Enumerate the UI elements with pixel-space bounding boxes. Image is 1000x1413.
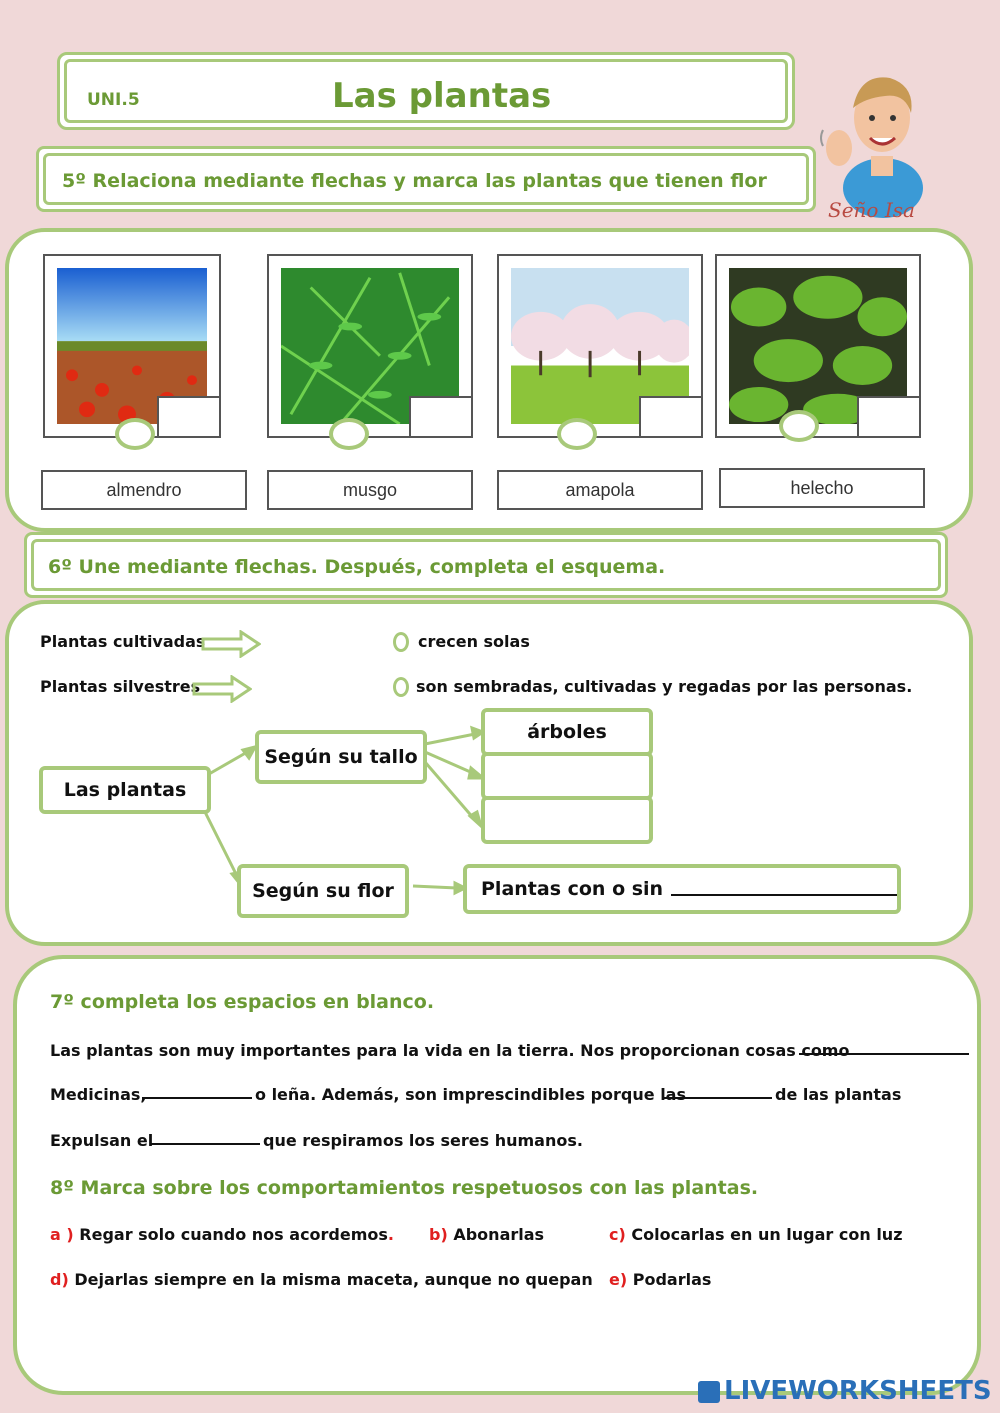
left-item-wild: Plantas silvestres bbox=[40, 677, 201, 696]
arrow-connector-dot[interactable] bbox=[557, 418, 597, 450]
scheme-blank-node[interactable] bbox=[481, 796, 653, 844]
exercise7-line1: Las plantas son muy importantes para la vida en la tierra. Nos proporcionan cosas como bbox=[50, 1041, 850, 1060]
scheme-flower-answer-node bbox=[463, 864, 901, 914]
arrow-connector-dot[interactable] bbox=[329, 418, 369, 450]
exercise6-title: 6º Une mediante flechas. Después, completa el esquema. bbox=[48, 556, 666, 578]
answer-blank[interactable] bbox=[662, 1085, 772, 1099]
exercise8-title: 8º Marca sobre los comportamientos respetuosos con las plantas. bbox=[50, 1177, 759, 1199]
scheme-root-node: Las plantas bbox=[39, 766, 211, 814]
answer-blank[interactable] bbox=[150, 1131, 260, 1145]
option-b[interactable]: b) Abonarlas bbox=[429, 1225, 545, 1244]
exercise7-title: 7º completa los espacios en blanco. bbox=[50, 991, 435, 1013]
page-title: Las plantas bbox=[332, 76, 552, 116]
liveworksheets-logo: LIVEWORKSHEETS bbox=[698, 1376, 992, 1406]
arrow-connector-dot[interactable] bbox=[779, 410, 819, 442]
flower-check-box[interactable] bbox=[157, 396, 221, 438]
right-item-sown: son sembradas, cultivadas y regadas por las personas. bbox=[416, 677, 913, 696]
left-item-cultivated: Plantas cultivadas bbox=[40, 632, 206, 651]
photo-card bbox=[43, 254, 221, 438]
exercise6-panel bbox=[5, 600, 973, 946]
option-d[interactable]: d) Dejarlas siempre en la misma maceta, aunque no quepan bbox=[50, 1270, 593, 1289]
name-box: amapola bbox=[497, 470, 703, 510]
scheme-stem-node: Según su tallo bbox=[255, 730, 427, 784]
exercise5-panel bbox=[5, 228, 973, 532]
option-c[interactable]: c) Colocarlas en un lugar con luz bbox=[609, 1225, 903, 1244]
answer-blank[interactable] bbox=[142, 1085, 252, 1099]
photo-card bbox=[715, 254, 921, 438]
exercise6-heading bbox=[24, 532, 948, 598]
header-banner bbox=[57, 52, 795, 130]
flower-check-box[interactable] bbox=[409, 396, 473, 438]
answer-blank[interactable] bbox=[671, 882, 897, 896]
exercise7-line2-start: Medicinas, bbox=[50, 1085, 147, 1104]
flower-check-box[interactable] bbox=[857, 396, 921, 438]
unit-label: UNI.5 bbox=[87, 90, 140, 110]
exercise5-heading bbox=[36, 146, 816, 212]
exercise5-title: 5º Relaciona mediante flechas y marca las plantas que tienen flor bbox=[62, 170, 767, 192]
name-box: helecho bbox=[719, 468, 925, 508]
exercise7-8-panel bbox=[13, 955, 981, 1395]
name-box: almendro bbox=[41, 470, 247, 510]
flower-check-box[interactable] bbox=[639, 396, 703, 438]
option-a[interactable]: a ) Regar solo cuando nos acordemos. bbox=[50, 1225, 394, 1244]
arrow-connector-dot[interactable] bbox=[115, 418, 155, 450]
exercise7-line3-start: Expulsan el bbox=[50, 1131, 154, 1150]
scheme-flower-node: Según su flor bbox=[237, 864, 409, 918]
exercise7-line2-end: de las plantas bbox=[775, 1085, 902, 1104]
right-item-grow-alone: crecen solas bbox=[418, 632, 530, 651]
option-e[interactable]: e) Podarlas bbox=[609, 1270, 712, 1289]
flower-answer-text: Plantas con o sin bbox=[481, 878, 664, 900]
avatar-signature: Seño Isa bbox=[828, 198, 915, 222]
photo-card bbox=[497, 254, 703, 438]
photo-card bbox=[267, 254, 473, 438]
exercise7-line3-end: que respiramos los seres humanos. bbox=[263, 1131, 583, 1150]
exercise7-line2-middle: o leña. Además, son imprescindibles porque las bbox=[255, 1085, 686, 1104]
name-box: musgo bbox=[267, 470, 473, 510]
logo-icon bbox=[698, 1381, 720, 1403]
answer-blank[interactable] bbox=[799, 1041, 969, 1055]
scheme-trees-node: árboles bbox=[481, 708, 653, 756]
scheme-blank-node[interactable] bbox=[481, 752, 653, 800]
